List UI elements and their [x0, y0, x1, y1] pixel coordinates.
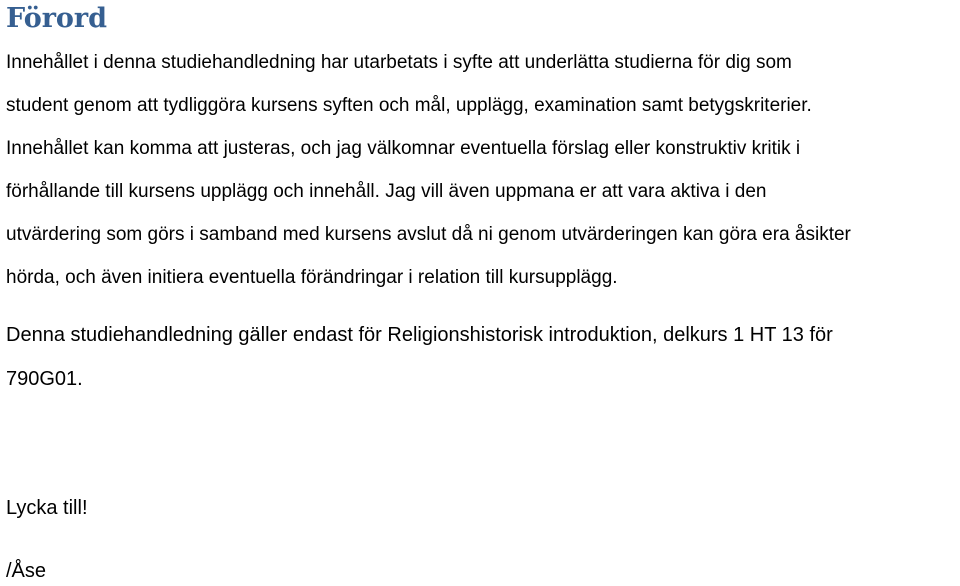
intro-line-4: förhållande till kursens upplägg och innehåll. Jag vill även uppmana er att vara aktiva i den: [6, 181, 767, 202]
intro-line-1: Innehållet i denna studiehandledning har utarbetats i syfte att underlätta studierna för dig som: [6, 52, 792, 73]
signature-text: /Åse: [6, 560, 47, 582]
document-page: [6, 0, 958, 583]
validity-line-2: 790G01.: [6, 368, 83, 390]
intro-line-6: hörda, och även initiera eventuella förändringar i relation till kursupplägg.: [6, 267, 618, 288]
validity-paragraph: [6, 313, 958, 401]
closing-text: Lycka till!: [6, 497, 88, 519]
validity-line-1: Denna studiehandledning gäller endast för Religionshistorisk introduktion, delkurs 1 HT 13 för: [6, 324, 833, 346]
intro-paragraph: [6, 41, 958, 299]
intro-line-2: student genom att tydliggöra kursens syften och mål, upplägg, examination samt betygskriterier.: [6, 95, 812, 116]
intro-line-3: Innehållet kan komma att justeras, och jag välkomnar eventuella förslag eller konstruktiv kritik i: [6, 138, 801, 159]
page-title: Förord: [6, 3, 108, 34]
intro-line-5: utvärdering som görs i samband med kursens avslut då ni genom utvärderingen kan göra era åsikter: [6, 224, 851, 245]
